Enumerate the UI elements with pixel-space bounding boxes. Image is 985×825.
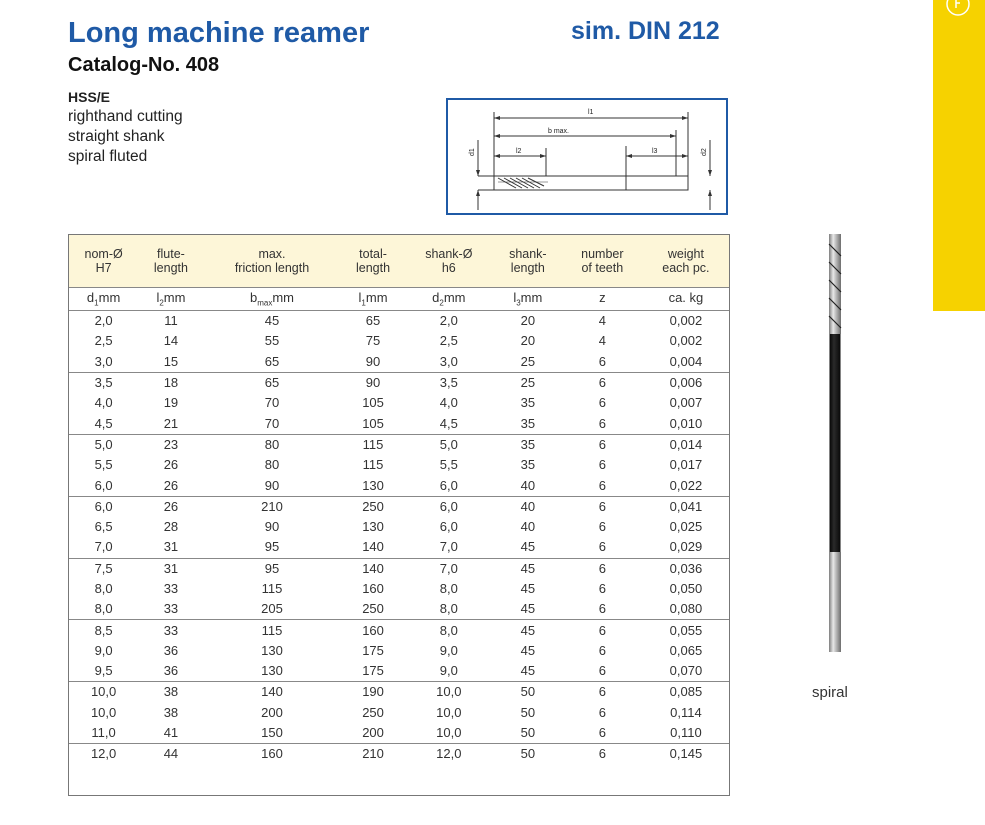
table-cell: 140 — [341, 558, 404, 579]
table-cell: 10,0 — [436, 725, 462, 741]
dim-l1: l1 — [588, 109, 594, 116]
table-cell: 6 — [598, 581, 606, 596]
table-cell: 4,5 — [94, 415, 113, 431]
table-cell: 38 — [139, 682, 202, 703]
table-cell: 50 — [493, 682, 563, 703]
table-cell: 6 — [598, 725, 606, 741]
table-cell: 35 — [520, 415, 536, 431]
table-cell: 6 — [598, 642, 606, 658]
table-cell: 6,0 — [439, 519, 458, 535]
table-cell: 6 — [563, 744, 642, 765]
table-cell: 6,0 — [405, 496, 493, 517]
table-row — [68, 413, 730, 434]
table-cell: 3,5 — [68, 372, 139, 393]
table-row — [68, 620, 730, 641]
unit-cell: $l_3mm$ — [493, 288, 563, 311]
table-cell: 200 — [261, 704, 283, 720]
table-cell: 50 — [520, 704, 536, 720]
column-header: max. friction length — [203, 235, 342, 288]
table-cell: 26 — [163, 477, 179, 493]
table-cell: 38 — [163, 704, 179, 720]
table-cell: 200 — [362, 725, 384, 741]
unit-cell: $l_1mm$ — [341, 288, 404, 311]
table-cell: 45 — [520, 642, 536, 658]
table-cell: 4 — [598, 313, 606, 329]
table-cell: 6,0 — [94, 477, 113, 493]
table-cell: 130 — [261, 642, 283, 658]
table-cell: 4 — [598, 333, 606, 349]
table-cell: 6,5 — [94, 519, 113, 535]
table-cell: 6 — [598, 519, 606, 535]
column-header: shank- length — [493, 235, 563, 288]
table-cell: 150 — [261, 725, 283, 741]
table-row — [68, 393, 730, 413]
table-cell: 115 — [261, 581, 283, 596]
column-header: flute- length — [139, 235, 202, 288]
table-row — [68, 372, 730, 393]
dim-l3: l3 — [652, 148, 658, 155]
table-cell: 70 — [264, 415, 280, 431]
table-cell: 5,0 — [405, 434, 493, 455]
table-cell: 9,0 — [94, 642, 113, 658]
table-cell: 4,0 — [94, 395, 113, 411]
table-row — [68, 475, 730, 496]
table-cell: 8,0 — [439, 601, 458, 617]
table-cell: 4,5 — [439, 415, 458, 431]
table-units-row — [68, 288, 730, 311]
table-cell: 6 — [598, 663, 606, 679]
table-cell: 0,004 — [669, 353, 703, 369]
table-cell: 45 — [520, 581, 536, 596]
table-cell: 190 — [341, 682, 404, 703]
table-cell: 5,0 — [68, 434, 139, 455]
table-cell: 5,5 — [439, 457, 458, 473]
table-cell: 130 — [362, 519, 384, 535]
table-cell: 20 — [520, 313, 536, 329]
table-cell: 45 — [264, 313, 280, 329]
table-cell: 8,0 — [439, 581, 458, 596]
feature-1: righthand cutting — [68, 108, 183, 125]
table-cell: 26 — [163, 457, 179, 473]
table-cell: 2,5 — [94, 333, 113, 349]
table-cell: 31 — [163, 539, 179, 555]
table-cell: 0,010 — [669, 415, 703, 431]
table-cell: 140 — [362, 539, 384, 555]
table-cell: 105 — [362, 395, 384, 411]
table-cell: 7,0 — [94, 539, 113, 555]
table-cell: 210 — [341, 744, 404, 765]
table-cell: 175 — [362, 642, 384, 658]
table-cell: 6 — [563, 434, 642, 455]
table-cell: 0,017 — [669, 457, 703, 473]
table-cell: 18 — [139, 372, 202, 393]
table-cell: 95 — [264, 539, 280, 555]
table-cell: 6 — [598, 704, 606, 720]
table-cell: 33 — [139, 620, 202, 641]
table-row — [68, 599, 730, 620]
table-cell: 10,0 — [68, 682, 139, 703]
table-cell: 0,022 — [669, 477, 703, 493]
table-cell: 210 — [203, 496, 342, 517]
table-cell: 31 — [139, 558, 202, 579]
reamer-image — [820, 234, 850, 654]
table-cell: 0,055 — [642, 620, 730, 641]
table-cell: 6 — [598, 457, 606, 473]
column-header: weight each pc. — [642, 235, 730, 288]
table-cell: 0,025 — [669, 519, 703, 535]
table-row — [68, 723, 730, 744]
table-cell: 6 — [598, 415, 606, 431]
table-cell: 0,036 — [642, 558, 730, 579]
table-cell: 0,002 — [669, 333, 703, 349]
table-cell: 7,0 — [405, 558, 493, 579]
table-cell: 160 — [362, 581, 384, 596]
table-cell: 0,014 — [642, 434, 730, 455]
table-cell: 0,080 — [669, 601, 703, 617]
table-cell: 115 — [362, 457, 384, 473]
table-cell: 21 — [163, 415, 179, 431]
table-cell: 12,0 — [68, 744, 139, 765]
table-row — [68, 579, 730, 599]
table-cell: 40 — [493, 496, 563, 517]
table-cell: 4,0 — [439, 395, 458, 411]
table-cell: 175 — [362, 663, 384, 679]
table-cell: 6 — [598, 477, 606, 493]
material-label: HSS/E — [68, 89, 111, 105]
table-cell: 0,145 — [642, 744, 730, 765]
table-cell: 95 — [203, 558, 342, 579]
table-cell: 45 — [493, 558, 563, 579]
unit-cell: $d_2mm$ — [405, 288, 493, 311]
table-cell: 75 — [365, 333, 381, 349]
table-cell: 10,0 — [436, 704, 462, 720]
column-header: total- length — [341, 235, 404, 288]
table-cell: 36 — [163, 663, 179, 679]
table-cell: 115 — [203, 620, 342, 641]
table-cell: 33 — [163, 601, 179, 617]
page-title: Long machine reamer — [68, 17, 370, 49]
table-cell: 6,0 — [68, 496, 139, 517]
table-cell: 25 — [493, 372, 563, 393]
column-header: number of teeth — [563, 235, 642, 288]
table-cell: 35 — [520, 395, 536, 411]
language-icon — [945, 0, 971, 18]
table-cell: 19 — [163, 395, 179, 411]
table-row — [68, 641, 730, 661]
table-header-row — [68, 235, 730, 288]
table-cell: 65 — [203, 372, 342, 393]
table-cell: 10,0 — [90, 704, 117, 720]
table-cell: 9,0 — [439, 663, 458, 679]
table-cell: 90 — [264, 477, 280, 493]
table-cell: 26 — [139, 496, 202, 517]
table-cell: 9,5 — [94, 663, 113, 679]
table-row — [68, 517, 730, 537]
table-row — [68, 352, 730, 373]
dim-d2: d2 — [701, 148, 708, 156]
catalog-number: Catalog-No. 408 — [68, 54, 220, 76]
table-cell: 8,0 — [405, 620, 493, 641]
table-row — [68, 311, 730, 332]
feature-3: spiral fluted — [68, 148, 148, 165]
table-cell: 44 — [139, 744, 202, 765]
dim-d1: d1 — [469, 148, 476, 156]
table-cell: 90 — [264, 519, 280, 535]
table-cell: 35 — [520, 457, 536, 473]
table-cell: 105 — [362, 415, 384, 431]
table-cell: 25 — [520, 353, 536, 369]
dim-l2: l2 — [516, 148, 522, 155]
table-cell: 6 — [598, 539, 606, 555]
table-cell: 10,0 — [405, 682, 493, 703]
table-cell: 15 — [163, 353, 179, 369]
table-cell: 33 — [163, 581, 179, 596]
table-row — [68, 455, 730, 475]
table-cell: 0,002 — [669, 313, 703, 329]
table-cell: 6 — [598, 353, 606, 369]
table-row — [68, 331, 730, 351]
table-cell: 6 — [598, 395, 606, 411]
table-cell: 65 — [365, 313, 381, 329]
table-cell: 250 — [362, 704, 384, 720]
table-cell: 2,0 — [439, 313, 458, 329]
table-cell: 8,0 — [94, 601, 113, 617]
table-cell: 80 — [203, 434, 342, 455]
table-cell: 45 — [520, 601, 536, 617]
table-cell: 45 — [520, 663, 536, 679]
table-cell: 80 — [264, 457, 280, 473]
table-cell: 36 — [163, 642, 179, 658]
table-cell: 0,006 — [642, 372, 730, 393]
table-cell: 65 — [264, 353, 280, 369]
unit-cell: $d_1mm$ — [68, 288, 139, 311]
table-cell: 28 — [163, 519, 179, 535]
table-row — [68, 682, 730, 703]
column-header: nom-Ø H7 — [68, 235, 139, 288]
table-cell: 45 — [493, 620, 563, 641]
table-cell: 0,070 — [669, 663, 703, 679]
table-cell: 6 — [563, 372, 642, 393]
table-cell: 90 — [341, 372, 404, 393]
table-row — [68, 744, 730, 765]
table-cell: 2,0 — [94, 313, 113, 329]
table-cell: 40 — [520, 519, 536, 535]
table-cell: 20 — [520, 333, 536, 349]
dim-bmax: b max. — [548, 128, 570, 135]
table-cell: 9,0 — [439, 642, 458, 658]
table-cell: 6 — [563, 620, 642, 641]
table-cell: 90 — [365, 353, 381, 369]
table-cell: 50 — [493, 744, 563, 765]
table-cell: 0,007 — [669, 395, 703, 411]
table-cell: 3,0 — [94, 353, 113, 369]
table-cell: 35 — [493, 434, 563, 455]
unit-cell: ca. kg — [642, 288, 730, 311]
table-cell: 0,085 — [642, 682, 730, 703]
table-row — [68, 558, 730, 579]
table-cell: 8,5 — [68, 620, 139, 641]
table-row — [68, 537, 730, 558]
table-cell: 11 — [164, 313, 178, 329]
technical-drawing — [446, 98, 728, 215]
table-cell: 0,110 — [670, 725, 702, 741]
table-cell: 6 — [563, 496, 642, 517]
table-row — [68, 703, 730, 723]
table-cell: 23 — [139, 434, 202, 455]
table-row — [68, 496, 730, 517]
table-cell: 130 — [261, 663, 283, 679]
table-cell: 8,0 — [94, 581, 113, 596]
table-cell: 250 — [341, 496, 404, 517]
table-row — [68, 434, 730, 455]
table-cell: 7,5 — [68, 558, 139, 579]
table-cell: 0,050 — [669, 581, 703, 596]
tool-caption: spiral — [812, 684, 848, 701]
table-cell: 6,0 — [439, 477, 458, 493]
table-cell: 12,0 — [405, 744, 493, 765]
table-cell: 160 — [341, 620, 404, 641]
table-cell: 250 — [362, 601, 384, 617]
table-cell: 7,0 — [439, 539, 458, 555]
spec-table — [68, 234, 730, 765]
table-cell: 205 — [261, 601, 283, 617]
table-cell: 0,029 — [669, 539, 703, 555]
table-cell: 3,5 — [405, 372, 493, 393]
table-cell: 115 — [341, 434, 404, 455]
table-cell: 14 — [163, 333, 179, 349]
table-cell: 6 — [563, 558, 642, 579]
standard-label: sim. DIN 212 — [571, 17, 720, 45]
table-cell: 6 — [598, 601, 606, 617]
table-cell: 41 — [163, 725, 179, 741]
column-header: shank-Ø h6 — [405, 235, 493, 288]
table-cell: 0,114 — [670, 704, 702, 720]
unit-cell: z — [563, 288, 642, 311]
table-cell: 55 — [264, 333, 280, 349]
table-cell: 6 — [563, 682, 642, 703]
feature-2: straight shank — [68, 128, 165, 145]
table-cell: 50 — [520, 725, 536, 741]
table-cell: 70 — [264, 395, 280, 411]
table-cell: 3,0 — [439, 353, 458, 369]
table-cell: 11,0 — [91, 725, 116, 741]
table-cell: 160 — [203, 744, 342, 765]
table-cell: 0,065 — [669, 642, 703, 658]
unit-cell: $b_{max}mm$ — [203, 288, 342, 311]
table-cell: 45 — [520, 539, 536, 555]
table-cell: 5,5 — [94, 457, 113, 473]
table-cell: 130 — [362, 477, 384, 493]
table-row — [68, 661, 730, 682]
table-cell: 40 — [520, 477, 536, 493]
unit-cell: $l_2mm$ — [139, 288, 202, 311]
side-tab — [933, 0, 985, 311]
table-cell: 0,041 — [642, 496, 730, 517]
table-cell: 140 — [203, 682, 342, 703]
table-cell: 2,5 — [439, 333, 458, 349]
